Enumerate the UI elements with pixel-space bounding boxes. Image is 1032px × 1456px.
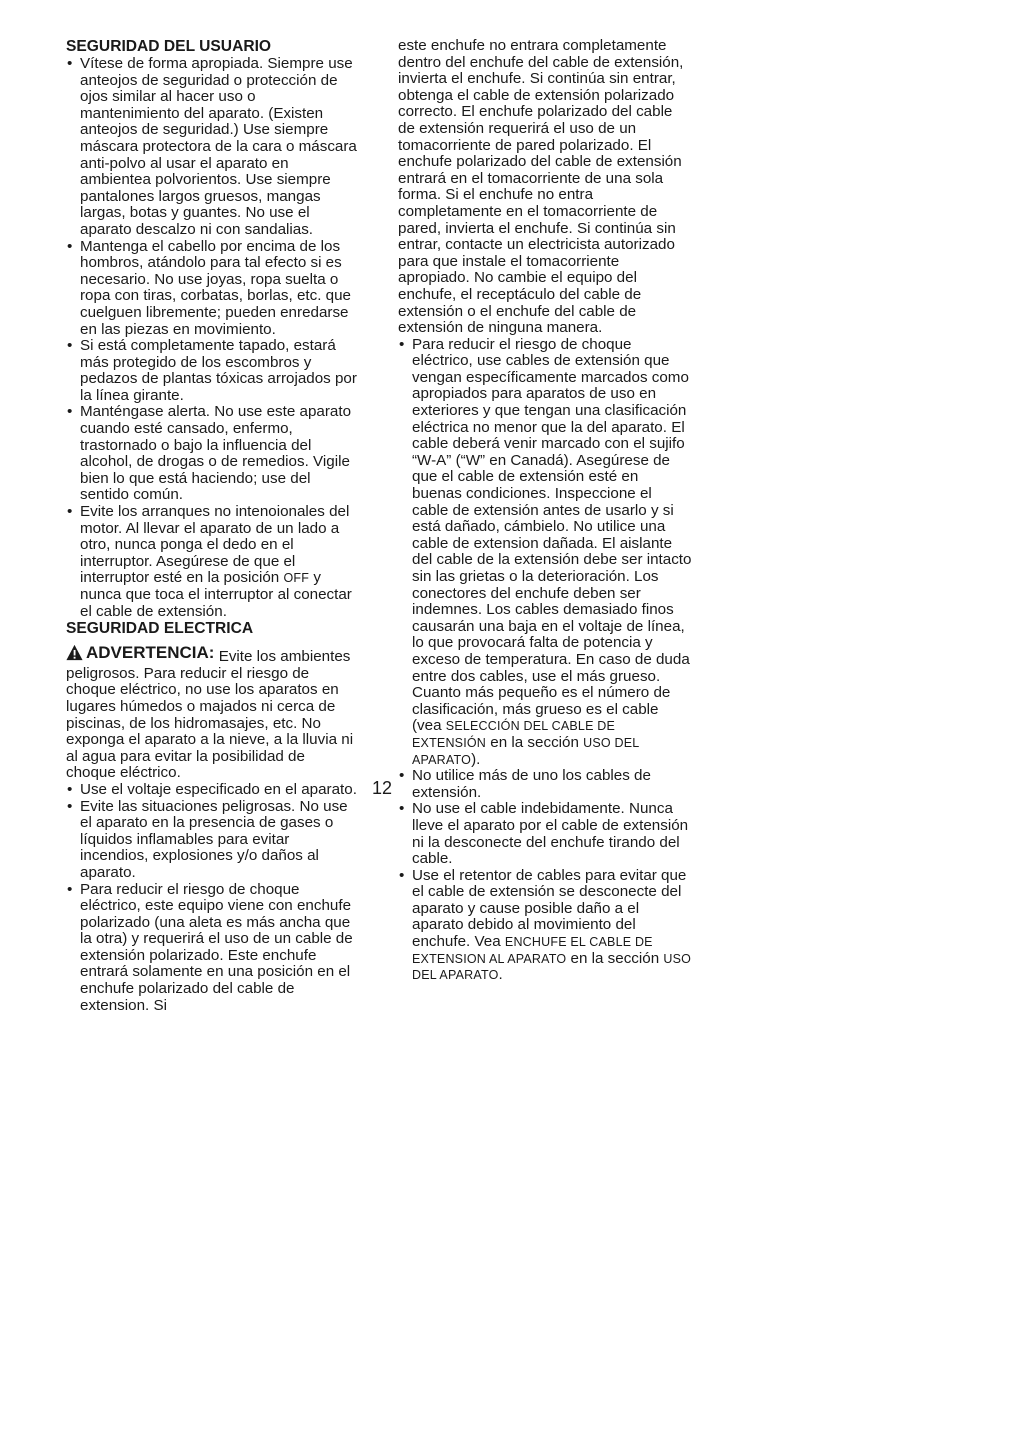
user-safety-list [66, 56, 358, 620]
list-item [398, 337, 692, 768]
left-column [66, 38, 358, 1014]
list-item: • Evite las situaciones peligrosas. No use el aparato en la presencia de gases o líquidos inflamables para evitar incendios, explosiones y/o daños al aparato. [66, 799, 358, 882]
warning-paragraph [66, 644, 358, 782]
list-item: • Manténgase alerta. No use este aparato cuando esté cansado, enfermo, trastornado o bajo la influencia del alcohol, de drogas o de remedios. Vigile bien lo que está haciendo; use del sentido común. [66, 404, 358, 504]
section-reference: USO DEL APARATO [412, 735, 639, 767]
item-text: en la sección [490, 733, 579, 751]
electrical-safety-list [66, 782, 358, 1014]
warning-label: ADVERTENCIA: [86, 642, 215, 662]
warning-triangle-icon [66, 644, 83, 661]
section-reference: ENCHUFE EL CABLE DE EXTENSION AL APARATO [412, 935, 653, 966]
list-item: • No use el cable indebidamente. Nunca lleve el aparato por el cable de extensión ni la desconecte del enchufe tirando del cable. [398, 801, 692, 867]
warning-heading [66, 644, 214, 661]
switch-off-label: OFF [283, 571, 310, 586]
item-text: y nunca que toca el interruptor al conectar el cable de extensión. [80, 569, 352, 620]
list-item [66, 504, 358, 620]
section-reference: SELECCIÓN DEL CABLE DE EXTENSIÓN [412, 719, 616, 750]
list-item [398, 868, 692, 984]
section-reference: USO DEL APARATO [412, 951, 692, 983]
item-text: Evite los arranques no intenoionales del motor. Al llevar el aparato de un lado a otro, nunca ponga el dedo en el interruptor. Asegúrese de que el interruptor esté en la posición [80, 503, 350, 587]
item-text: . [498, 966, 503, 984]
list-item: • Para reducir el riesgo de choque eléctrico, este equipo viene con enchufe polarizado (una aleta es más ancha que la otra) y requerirá el uso de un cable de extensión polarizado. Este enchufe entrará solamente en una posición en el enchufe polarizado del cable de extension. Si [66, 882, 358, 1015]
list-item: • Use el voltaje especificado en el aparato. [66, 782, 358, 799]
warning-text: Evite los ambientes peligrosos. Para reducir el riesgo de choque eléctrico, no use los aparatos en lugares húmedos o majados ni cerca de piscinas, de los hidromasajes, etc. No exponga el aparato a la nieve, a la lluvia ni al agua para evitar la posibilidad de choque eléctrico. [66, 648, 354, 782]
item-text: Use el retentor de cables para evitar que el cable de extensión se desconecte del aparato y cause posible daño a el aparato debido al movimiento del enchufe. Vea [412, 866, 687, 951]
page-number: 12 [372, 778, 393, 798]
item-text: Para reducir el riesgo de choque eléctrico, use cables de extensión que vengan específicamente marcados como apropiados para aparatos de uso en exteriores y que tengan una clasificación eléctrica no menor que la del aparato. El cable deberá venir marcado con el sujifo “W-A” (“W” en Canadá). Asegúrese de que el cable de extensión esté en buenas condiciones. Inspeccione el cable de extensión antes de usarlo y si está dañado, cámbielo. No utilice una cable de extension dañada. El aislante del cable de la extensión debe ser intacto sin las grietas o la deterioración. Los conectores del enchufe deben ser indemnes. Los cables demasiado finos causarán una baja en el voltaje de línea, lo que provocará falta de potencia y exceso de temperatura. En caso de duda entre dos cables, use el más grueso. Cuanto más pequeño es el número de clasificación, más grueso es el cable (vea [412, 335, 692, 735]
extension-cord-list [398, 337, 692, 984]
item-text: ). [471, 750, 481, 768]
heading-user-safety: SEGURIDAD DEL USUARIO [66, 38, 272, 55]
list-item: • No utilice más de uno los cables de extensión. [398, 768, 692, 801]
heading-electrical-safety: SEGURIDAD ELECTRICA [66, 620, 254, 638]
list-item: • Si está completamente tapado, estará más protegido de los escombros y pedazos de plantas tóxicas arrojados por la línea girante. [66, 338, 358, 404]
list-item: • Vítese de forma apropiada. Siempre use anteojos de seguridad o protección de ojos similar al hacer uso o mantenimiento del aparato. (Existen anteojos de seguridad.) Use siempre máscara protectora de la cara o máscara anti-polvo al usar el aparato en ambientea polvorientos. Use siempre pantalones largos gruesos, mangas largas, botas y guantes. No use el aparato descalzo ni con sandalias. [66, 56, 358, 239]
list-item: • Mantenga el cabello por encima de los hombros, atándolo para tal efecto si es necesario. No use joyas, ropa suelta o ropa con tiras, corbatas, borlas, etc. que cuelguen libremente; pueden enredarse en las piezas en movimiento. [66, 239, 358, 339]
right-column [398, 38, 692, 984]
continuation-paragraph: este enchufe no entrara completamente dentro del enchufe del cable de extensión, invierta el enchufe. Si continúa sin entrar, obtenga el cable de extensión polarizado correcto. El enchufe polarizado del cable de extensión requerirá el uso de un tomacorriente de pared polarizado. El enchufe polarizado del cable de extensión entrará en el tomacorriente de una sola forma. Si el enchufe no entra completamente en el tomacorriente de pared, invierta el enchufe. Si continúa sin entrar, contacte un electricista autorizado para que instale el tomacorriente apropiado. No cambie el equipo del enchufe, el receptáculo del cable de extensión o el enchufe del cable de extensión de ninguna manera. [398, 37, 684, 337]
item-text: en la sección [570, 949, 660, 967]
